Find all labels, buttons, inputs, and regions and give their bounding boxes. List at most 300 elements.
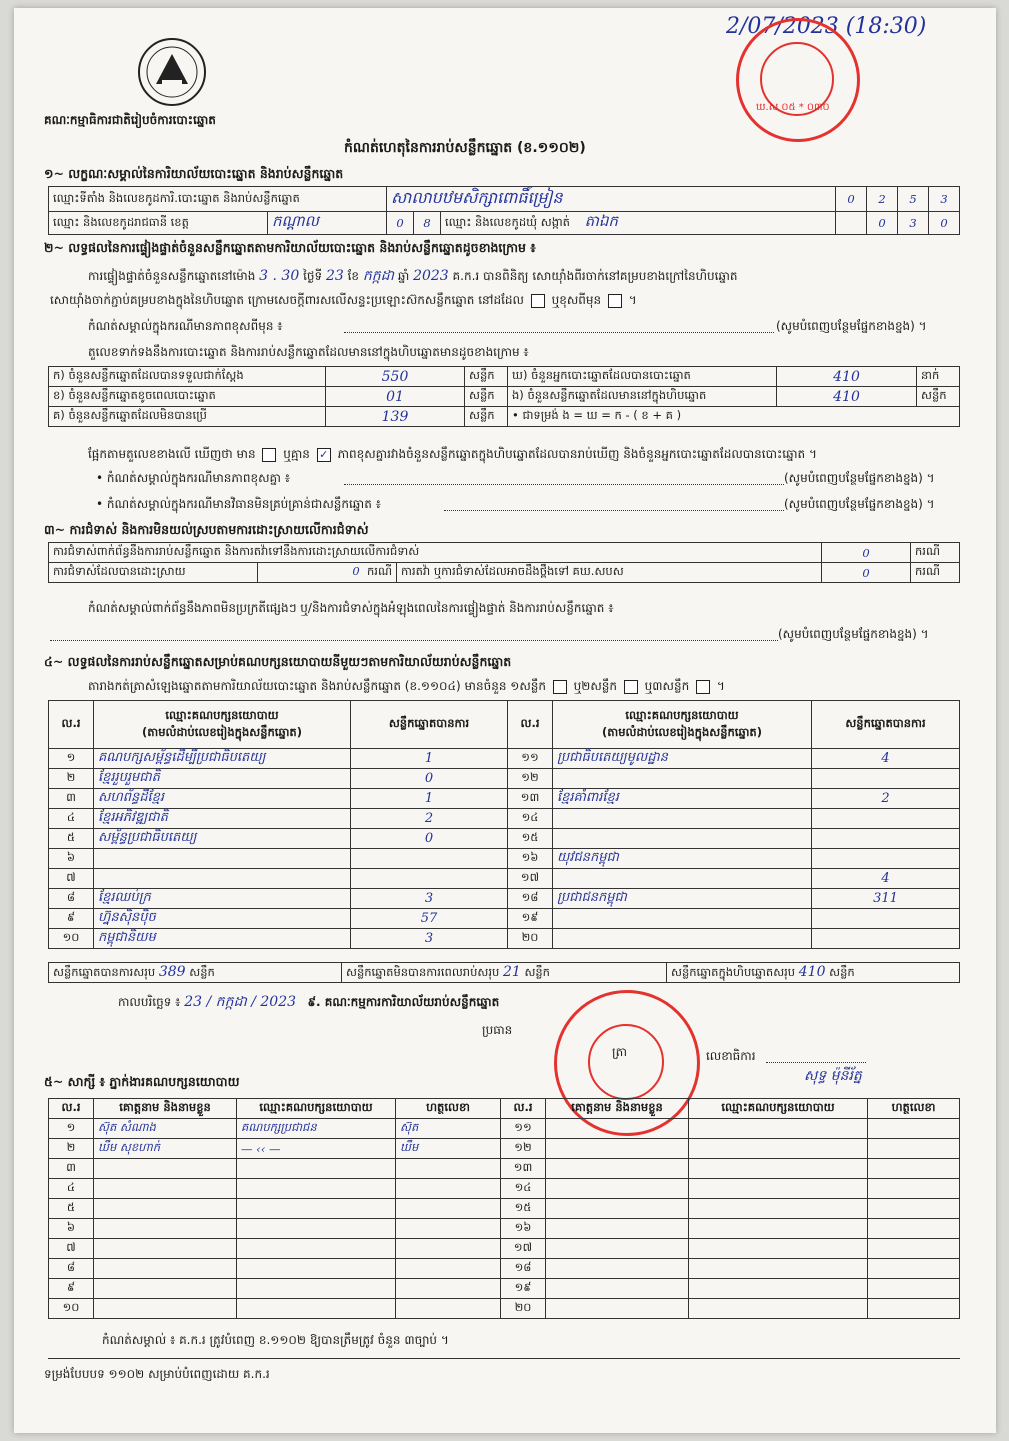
witness-col-party-2: ឈ្មោះគណបក្សនយោបាយ (689, 1099, 868, 1119)
stamp-code: ឃ.ស ០៥ * ០៣០ (756, 102, 830, 113)
committee-label: ៩. គណៈកម្មការការិយាល័យរាប់សន្លឹកឆ្នោត (307, 995, 500, 1009)
irregularity-line (50, 640, 778, 641)
witness-col-name-2: គោត្តនាម និងនាមខ្លួន (546, 1099, 689, 1119)
witness-row (49, 1139, 960, 1159)
witness-row (49, 1179, 960, 1199)
witness-no: ១០ (49, 1299, 94, 1319)
province-code-2: 8 (414, 212, 441, 235)
results-body (49, 749, 960, 949)
results-votes (351, 869, 508, 889)
results-col-party-2 (553, 701, 812, 749)
province-label: ឈ្មោះ និងលេខកូដរាជធានី ខេត្ត (49, 212, 268, 235)
witness-signature (868, 1219, 960, 1239)
results-party: ប្រជាជនកម្ពុជា (553, 889, 812, 909)
witness-name (94, 1219, 237, 1239)
commune-cell (441, 212, 836, 235)
witness-col-no-2: ល.រ (501, 1099, 546, 1119)
total-invalid-cell (342, 963, 667, 983)
results-row (49, 869, 960, 889)
location-value: សាលាបឋមសិក្សាពោធិ៍ម្រៀន (387, 187, 836, 212)
secretary-signature: សុទ្ធ ម៉ុនីរ័ត្ន (804, 1068, 862, 1084)
seal-line: សោយ៉ាំងចាក់ភ្ជាប់គម្របខាងក្នុងនៃហិបឆ្នោត ក្រោមសេចក្ដីពារសលើសន្ទះប្រឡោះស៊កសន្លឹកឆ្នោត នៅដដែល ឬខុសពីមុន ។ (50, 293, 637, 307)
appeal-unit: ករណី (911, 563, 960, 583)
witness-party (237, 1279, 396, 1299)
voters-value: 410 (777, 367, 917, 387)
seal-different-checkbox[interactable] (608, 294, 622, 308)
witness-name (546, 1179, 689, 1199)
date-value: 23 / កក្កដា / 2023 (184, 994, 297, 1010)
results-votes: 0 (351, 829, 508, 849)
section2-title: ២~ លទ្ធផលនៃការផ្ទៀងផ្ទាត់ចំនួនសន្លឹកឆ្នោតតាមការិយាល័យបោះឆ្នោត និងរាប់សន្លឹកឆ្នោតដូចខាងក្រោម ៖ (44, 240, 536, 255)
red-stamp-committee-inner (588, 1024, 664, 1100)
voters-label: ឃ) ចំនួនអ្នកបោះឆ្នោតដែលបានបោះឆ្នោត (508, 367, 777, 387)
results-row (49, 909, 960, 929)
witness-col-party: ឈ្មោះគណបក្សនយោបាយ (237, 1099, 396, 1119)
witness-party (237, 1239, 396, 1259)
witness-row (49, 1159, 960, 1179)
witness-party: គណបក្សប្រជាជន (237, 1119, 396, 1139)
results-party (94, 869, 351, 889)
commune-code-2: 3 (898, 212, 929, 235)
results-no: ១៦ (508, 849, 553, 869)
results-col-no-2: ល.រ (508, 701, 553, 749)
bullet-difference: • កំណត់សម្គាល់ក្នុងករណីមានភាពខុសគ្នា ៖ (96, 471, 291, 485)
section4-title: ៤~ លទ្ធផលនៃការរាប់សន្លឹកឆ្នោតសម្រាប់គណបក្សនយោបាយនីមួយៗតាមការិយាល័យរាប់សន្លឹកឆ្នោត (44, 654, 512, 669)
witness-no: ១៩ (501, 1279, 546, 1299)
witness-party (237, 1299, 396, 1319)
witness-no: ២ (49, 1139, 94, 1159)
bullet-insufficient: • កំណត់សម្គាល់ក្នុងករណីមានវិធានមិនគ្រប់គ្រាន់ជាសន្លឹកឆ្នោត ៖ (96, 497, 381, 511)
results-no: ១ (49, 749, 94, 769)
witness-col-sign: ហត្ថលេខា (396, 1099, 501, 1119)
witness-name: ឃឹម សុខហាក់ (94, 1139, 237, 1159)
location-code-4: 3 (929, 187, 960, 212)
seal-different-label: ឬខុសពីមុន (551, 293, 602, 307)
irregularity-note: កំណត់សម្គាល់ពាក់ព័ន្ធនឹងភាពមិនប្រក្រតីផ្សេងៗ ឬ/និងការជំទាស់ក្នុងអំឡុងពេលនៃការផ្ទៀងផ្ទាត់ និងការរាប់សន្លឹកឆ្នោត ៖ (88, 601, 614, 615)
results-col-no: ល.រ (49, 701, 94, 749)
results-votes: 1 (351, 789, 508, 809)
results-votes: 3 (351, 929, 508, 949)
tally-sheet-text: តារាងកត់ត្រាសំឡេងឆ្នោតតាមការិយាល័យបោះឆ្នោត និងរាប់សន្លឹកឆ្នោត (ខ.១១០៤) មានចំនួន ១សន្លឹក (88, 679, 546, 693)
results-votes (351, 849, 508, 869)
section1-title: ១~ លក្ខណៈសម្គាល់នៃការិយាល័យបោះឆ្នោត និងរាប់សន្លឹកឆ្នោត (44, 166, 344, 181)
results-votes: 3 (351, 889, 508, 909)
witness-signature (396, 1299, 501, 1319)
results-votes (812, 849, 960, 869)
spoiled-value: 01 (326, 387, 465, 407)
results-no: ៥ (49, 829, 94, 849)
witness-name (94, 1179, 237, 1199)
received-value: 550 (326, 367, 465, 387)
results-party: ខ្មែររួបរួមជាតិ (94, 769, 351, 789)
location-label: ឈ្មោះទីតាំង និងលេខកូដការិ.បោះឆ្នោត និងរាប់សន្លឹកឆ្នោត (49, 187, 387, 212)
commune-code-1: 0 (867, 212, 898, 235)
appeal-value: 0 (822, 563, 911, 583)
witness-name (94, 1299, 237, 1319)
results-no: ១៣ (508, 789, 553, 809)
witness-signature (396, 1159, 501, 1179)
results-party: កម្ពុជានិយម (94, 929, 351, 949)
results-row (49, 789, 960, 809)
results-party: យុវជនកម្ពុជា (553, 849, 812, 869)
results-party: សហព័ន្ធដីខ្មែរ (94, 789, 351, 809)
results-col-party (94, 701, 351, 749)
nec-logo (136, 36, 208, 108)
complaints-unit: ករណី (911, 543, 960, 563)
difference-note-label: កំណត់សម្គាល់ក្នុងករណីមានភាពខុសពីមុន ៖ (88, 319, 283, 333)
bullet-insufficient-fill: (សូមបំពេញបន្ថែមផ្នែកខាងខ្នង) ។ (784, 497, 935, 511)
date-line (118, 992, 499, 1013)
witness-party (689, 1259, 868, 1279)
footer-text: ទម្រង់បែបបទ ១១០២ សម្រាប់បំពេញដោយ គ.ក.រ (44, 1367, 270, 1381)
witness-name (546, 1259, 689, 1279)
commune-code-3: 0 (929, 212, 960, 235)
witness-col-sign-2: ហត្ថលេខា (868, 1099, 960, 1119)
results-party: ខ្មែរឈប់ក្រ (94, 889, 351, 909)
results-votes (812, 829, 960, 849)
handwritten-date: 2/07/2023 (18:30) (726, 14, 927, 39)
discrepancy-yes-checkbox[interactable] (262, 448, 276, 462)
resolved-value (258, 563, 397, 583)
witness-signature (396, 1199, 501, 1219)
total-valid-value: 389 (158, 963, 186, 980)
results-row (49, 929, 960, 949)
witness-no: ៩ (49, 1279, 94, 1299)
witness-party (689, 1219, 868, 1239)
witness-name (94, 1239, 237, 1259)
results-col-party-sub: (តាមលំដាប់លេខរៀងក្នុងសន្លឹកឆ្នោត) (142, 724, 302, 739)
witness-name: ស៊ុត សំណាង (94, 1119, 237, 1139)
tally-sheet-line: តារាងកត់ត្រាសំឡេងឆ្នោតតាមការិយាល័យបោះឆ្នោត និងរាប់សន្លឹកឆ្នោត (ខ.១១០៤) មានចំនួន ១សន្លឹក ឬ២សន្លឹក ឬ៣សន្លឹក ។ (88, 679, 725, 693)
tally-1sheet-checkbox[interactable] (553, 680, 567, 694)
total-box-unit: សន្លឹក (829, 964, 855, 979)
verification-text-c: ខែ (347, 269, 360, 283)
results-votes: 1 (351, 749, 508, 769)
witness-signature (396, 1259, 501, 1279)
discrepancy-line (88, 446, 817, 464)
results-col-party-title: ឈ្មោះគណបក្សនយោបាយ (165, 707, 279, 722)
witness-body (49, 1119, 960, 1319)
witness-signature (868, 1239, 960, 1259)
results-party (553, 829, 812, 849)
form-title: កំណត់ហេតុនៃការរាប់សន្លឹកឆ្នោត (ខ.១១០២) (344, 140, 586, 156)
total-box-cell (667, 963, 960, 983)
witness-party (689, 1239, 868, 1259)
results-party (553, 929, 812, 949)
unused-unit: សន្លឹក (465, 407, 508, 427)
witness-signature (868, 1259, 960, 1279)
resolved-unit: ករណី (367, 564, 392, 578)
witness-row (49, 1239, 960, 1259)
witness-row (49, 1119, 960, 1139)
witness-party (237, 1199, 396, 1219)
witness-table (48, 1098, 960, 1319)
results-row (49, 889, 960, 909)
results-col-party-sub-2: (តាមលំដាប់លេខរៀងក្នុងសន្លឹកឆ្នោត) (602, 724, 762, 739)
in-box-label: ង) ចំនួនសន្លឹកឆ្នោតដែលមាននៅក្នុងហិបឆ្នោត (508, 387, 777, 407)
location-code-3: 5 (898, 187, 929, 212)
in-box-value: 410 (777, 387, 917, 407)
results-no: ១១ (508, 749, 553, 769)
results-party (553, 909, 812, 929)
witness-no: ១៥ (501, 1199, 546, 1219)
total-box-value: 410 (798, 963, 826, 980)
witness-no: ៣ (49, 1159, 94, 1179)
complaints-label: ការជំទាស់ពាក់ព័ន្ធនឹងការរាប់សន្លឹកឆ្នោត និងការតវ៉ាទៅនឹងការដោះស្រាយលើការជំទាស់ (49, 543, 822, 563)
difference-note-line (344, 332, 774, 333)
province-code-1: 0 (387, 212, 414, 235)
results-no: ១៨ (508, 889, 553, 909)
secretary-label: លេខាធិការ (706, 1049, 756, 1063)
witness-name (546, 1299, 689, 1319)
unused-value: 139 (326, 407, 465, 427)
results-no: ៩ (49, 909, 94, 929)
witness-no: ៤ (49, 1179, 94, 1199)
resolved-label: ការជំទាស់ដែលបានដោះស្រាយ (49, 563, 258, 583)
total-valid-label: សន្លឹកឆ្នោតបានការសរុប (53, 964, 156, 979)
results-col-party-title-2: ឈ្មោះគណបក្សនយោបាយ (625, 707, 739, 722)
results-col-votes-2: សន្លឹកឆ្នោតបានការ (812, 701, 960, 749)
results-no: ២០ (508, 929, 553, 949)
date-label: កាលបរិច្ឆេទ ៖ (118, 995, 181, 1009)
section5-title: ៥~ សាក្សី ៖ ភ្នាក់ងារគណបក្សនយោបាយ (44, 1074, 240, 1089)
results-party (94, 849, 351, 869)
results-col-votes: សន្លឹកឆ្នោតបានការ (351, 701, 508, 749)
seal-label: ត្រា (612, 1045, 627, 1059)
verification-text-b: ថ្ងៃទី (303, 269, 323, 283)
witness-signature: ស៊ុត (396, 1119, 501, 1139)
section1-table (48, 186, 960, 235)
results-party: ខ្មែរអភិវឌ្ឍជាតិ (94, 809, 351, 829)
witness-name (546, 1239, 689, 1259)
witness-signature (868, 1299, 960, 1319)
witness-name (546, 1199, 689, 1219)
results-party: គណបក្សសម្ព័ន្ធដើម្បីប្រជាធិបតេយ្យ (94, 749, 351, 769)
results-votes (812, 809, 960, 829)
secretary-line (766, 1062, 866, 1063)
results-no: ២ (49, 769, 94, 789)
tally-2sheet-checkbox[interactable] (624, 680, 638, 694)
discrepancy-text-c: ភាពខុសគ្នារវាងចំនួនសន្លឹកឆ្នោតក្នុងហិបឆ្នោតដែលបានរាប់ឃើញ និងចំនួនអ្នកបោះឆ្នោតដែលបានបោះឆ្នោត ។ (337, 447, 817, 461)
complaints-value: 0 (822, 543, 911, 563)
received-unit: សន្លឹក (465, 367, 508, 387)
results-party: ហ្វ៊ុនស៊ិនប៉ិច (94, 909, 351, 929)
witness-name (546, 1139, 689, 1159)
witness-name (94, 1279, 237, 1299)
witness-no: ៨ (49, 1259, 94, 1279)
results-table (48, 700, 960, 949)
witness-signature (868, 1279, 960, 1299)
witness-party (237, 1219, 396, 1239)
province-value: កណ្ដាល (268, 212, 387, 235)
witness-col-name: គោត្តនាម និងនាមខ្លួន (94, 1099, 237, 1119)
witness-signature (396, 1219, 501, 1239)
witness-no: ១២ (501, 1139, 546, 1159)
verification-year: 2023 (413, 268, 449, 284)
witness-row (49, 1219, 960, 1239)
witness-party (237, 1179, 396, 1199)
total-valid-unit: សន្លឹក (189, 964, 215, 979)
seal-text: សោយ៉ាំងចាក់ភ្ជាប់គម្របខាងក្នុងនៃហិបឆ្នោត ក្រោមសេចក្ដីពារសលើសន្ទះប្រឡោះស៊កសន្លឹកឆ្នោត នៅដដែល (50, 293, 524, 307)
results-votes: 4 (812, 749, 960, 769)
witness-no: ១៧ (501, 1239, 546, 1259)
complaints-table (48, 542, 960, 583)
totals-table (48, 962, 960, 983)
in-box-unit: សន្លឹក (917, 387, 960, 407)
results-row (49, 829, 960, 849)
results-row (49, 749, 960, 769)
total-invalid-unit: សន្លឹក (524, 964, 550, 979)
witness-name (94, 1159, 237, 1179)
witness-party (689, 1139, 868, 1159)
verification-text-a: ការផ្ទៀងផ្ទាត់ចំនួនសន្លឹកឆ្នោតនៅម៉ោង (88, 269, 256, 283)
results-no: ១៧ (508, 869, 553, 889)
results-no: ១២ (508, 769, 553, 789)
figures-intro: តួលេខទាក់ទងនឹងការបោះឆ្នោត និងការរាប់សន្លឹកឆ្នោតដែលមាននៅក្នុងហិបឆ្នោតមានដូចខាងក្រោម ៖ (88, 345, 529, 359)
witness-no: ៥ (49, 1199, 94, 1219)
results-no: ១៤ (508, 809, 553, 829)
committee-name: គណៈកម្មាធិការជាតិរៀបចំការបោះឆ្នោត (44, 113, 216, 127)
witness-no: ១៣ (501, 1159, 546, 1179)
total-valid-cell (49, 963, 342, 983)
results-votes: 2 (812, 789, 960, 809)
witness-party (689, 1159, 868, 1179)
results-votes (812, 929, 960, 949)
location-code-2: 2 (867, 187, 898, 212)
results-votes: 57 (351, 909, 508, 929)
results-party: ខ្មែរគាំពារខ្មែរ (553, 789, 812, 809)
form-sheet (14, 8, 996, 1433)
tally-3sheet-label: ឬ៣សន្លឹក (644, 679, 690, 693)
results-no: ៦ (49, 849, 94, 869)
results-row (49, 769, 960, 789)
witness-row (49, 1299, 960, 1319)
results-row (49, 809, 960, 829)
results-votes: 0 (351, 769, 508, 789)
commune-label: ឈ្មោះ និងលេខកូដឃុំ សង្កាត់ (445, 215, 570, 229)
witness-signature: ឃឹម (396, 1139, 501, 1159)
witness-col-no: ល.រ (49, 1099, 94, 1119)
bullet-difference-fill: (សូមបំពេញបន្ថែមផ្នែកខាងខ្នង) ។ (784, 471, 935, 485)
witness-party (689, 1279, 868, 1299)
results-votes (812, 909, 960, 929)
witness-party (689, 1119, 868, 1139)
results-no: ១៥ (508, 829, 553, 849)
results-no: ១០ (49, 929, 94, 949)
witness-signature (868, 1159, 960, 1179)
witness-signature (868, 1139, 960, 1159)
tally-3sheet-checkbox[interactable] (696, 680, 710, 694)
witness-no: ១៦ (501, 1219, 546, 1239)
bullet-insufficient-line (444, 510, 784, 511)
witness-no: ៦ (49, 1219, 94, 1239)
results-party: ប្រជាធិបតេយ្យមូលដ្ឋាន (553, 749, 812, 769)
results-party: សម្ព័ន្ធប្រជាធិបតេយ្យ (94, 829, 351, 849)
footer-divider (48, 1358, 960, 1359)
location-code-1: 0 (836, 187, 867, 212)
witness-name (546, 1119, 689, 1139)
results-votes (812, 769, 960, 789)
results-party (553, 869, 812, 889)
results-row (49, 849, 960, 869)
witness-no: ២០ (501, 1299, 546, 1319)
witness-party (689, 1299, 868, 1319)
results-votes: 4 (812, 869, 960, 889)
received-label: ក) ចំនួនសន្លឹកឆ្នោតដែលបានទទួលជាក់ស្ដែង (49, 367, 326, 387)
results-no: ៧ (49, 869, 94, 889)
results-no: ១៩ (508, 909, 553, 929)
witness-name (546, 1279, 689, 1299)
discrepancy-no-checkbox[interactable]: ✓ (317, 448, 331, 462)
appeal-label: ការតវ៉ា ឬការជំទាស់ដែលអាចដឹងថ្ពឹងទៅ គឃ.សបស (397, 563, 822, 583)
witness-party: — ‹‹ — (237, 1139, 396, 1159)
verification-month: កក្កដា (362, 268, 394, 284)
commune-value: តាឯក (584, 212, 618, 230)
difference-note-fill: (សូមបំពេញបន្ថែមផ្នែកខាងខ្នង) ។ (776, 319, 927, 333)
verification-text-e: គ.ក.រ បានពិនិត្យ សោយ៉ាំងពីរចាក់នៅគម្របខាងក្រៅនៃហិបឆ្នោត (452, 269, 738, 283)
witness-row (49, 1259, 960, 1279)
irregularity-fill: (សូមបំពេញបន្ថែមផ្នែកខាងខ្នង) ។ (778, 627, 929, 641)
witness-signature (868, 1119, 960, 1139)
results-votes: 2 (351, 809, 508, 829)
results-party (553, 809, 812, 829)
verification-day: 23 (325, 268, 344, 284)
total-box-label: សន្លឹកឆ្នោតក្នុងហិបឆ្នោតសរុប (671, 964, 796, 979)
formula: • ជាទម្រង់ ង = ឃ = ក - ( ខ + គ ) (508, 407, 960, 427)
witness-no: ១៨ (501, 1259, 546, 1279)
witness-name (94, 1199, 237, 1219)
footnote: កំណត់សម្គាល់ ៖ គ.ក.រ ត្រូវបំពេញ ខ.១១០២ ឱ្យបានត្រឹមត្រូវ ចំនួន ៣ច្បាប់ ។ (102, 1333, 449, 1347)
total-invalid-value: 21 (502, 963, 521, 980)
spoiled-unit: សន្លឹក (465, 387, 508, 407)
figures-table (48, 366, 960, 427)
unused-label: គ) ចំនួនសន្លឹកឆ្នោតដែលមិនបានប្រើ (49, 407, 326, 427)
witness-no: ១១ (501, 1119, 546, 1139)
section3-title: ៣~ ការជំទាស់ និងការមិនយល់ស្របតាមការដោះស្រាយលើការជំទាស់ (44, 522, 369, 537)
tally-2sheet-label: ឬ២សន្លឹក (573, 679, 618, 693)
discrepancy-text-b: ឬគ្មាន (283, 447, 310, 461)
results-no: ៣ (49, 789, 94, 809)
witness-row (49, 1199, 960, 1219)
witness-signature (396, 1179, 501, 1199)
witness-name (94, 1259, 237, 1279)
results-no: ៤ (49, 809, 94, 829)
discrepancy-text-a: ផ្អែកតាមតួលេខខាងលើ ឃើញថា មាន (88, 447, 256, 461)
verification-time: 3 . 30 (259, 268, 300, 284)
witness-no: ១ (49, 1119, 94, 1139)
witness-signature (396, 1279, 501, 1299)
voters-unit: នាក់ (917, 367, 960, 387)
results-party (553, 769, 812, 789)
chair-label: ប្រធាន (482, 1023, 513, 1037)
witness-party (689, 1199, 868, 1219)
witness-name (546, 1219, 689, 1239)
spoiled-label: ខ) ចំនួនសន្លឹកឆ្នោតខូចពេលបោះឆ្នោត (49, 387, 326, 407)
verification-text-d: ឆ្នាំ (397, 269, 410, 283)
witness-name (546, 1159, 689, 1179)
witness-signature (868, 1199, 960, 1219)
witness-no: ៧ (49, 1239, 94, 1259)
witness-signature (868, 1179, 960, 1199)
witness-party (689, 1179, 868, 1199)
witness-row (49, 1279, 960, 1299)
results-votes: 311 (812, 889, 960, 909)
seal-same-checkbox[interactable] (531, 294, 545, 308)
results-no: ៨ (49, 889, 94, 909)
witness-no: ១៤ (501, 1179, 546, 1199)
witness-party (237, 1159, 396, 1179)
resolved-number: 0 (352, 564, 360, 578)
